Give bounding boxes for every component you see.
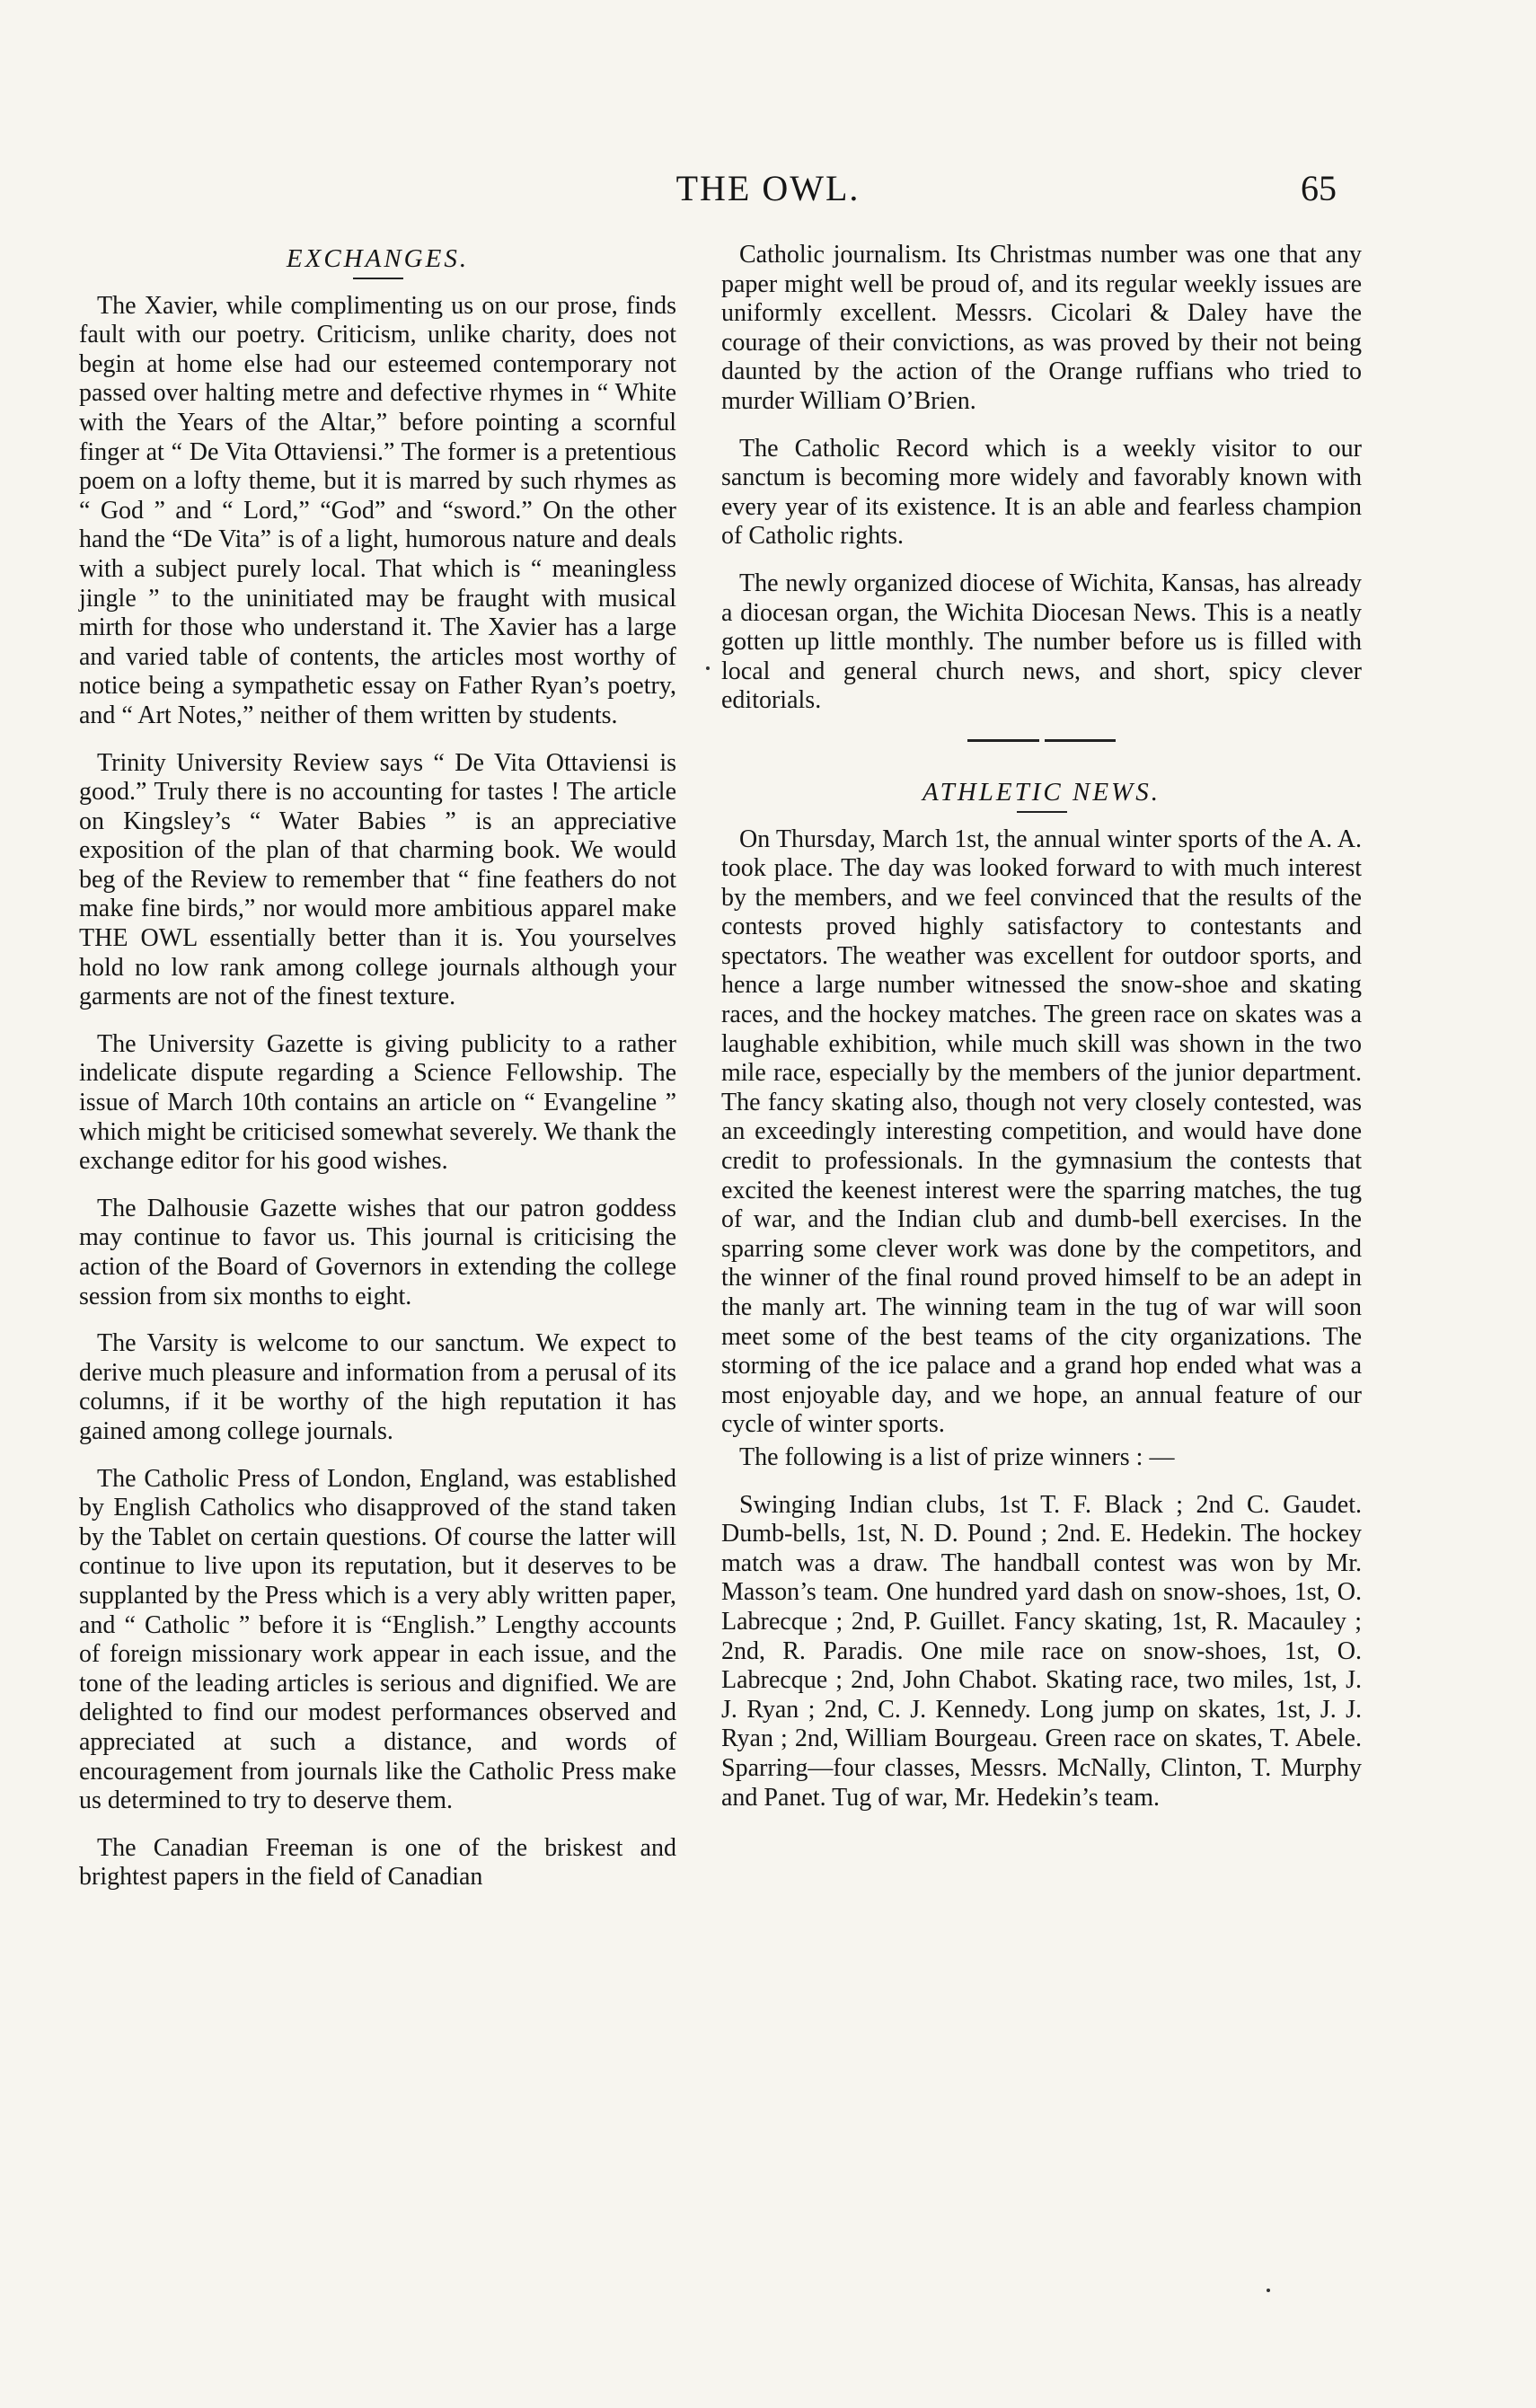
heading-rule <box>353 278 403 279</box>
stray-mark <box>1267 2289 1270 2292</box>
exchange-paragraph-dalhousie: The Dalhousie Gazette wishes that our patron goddess may continue to favor us. This journal is criticising the action of the Board of Governors in extending the college session from six months to eight. <box>79 1194 676 1310</box>
running-head: THE OWL. <box>675 168 861 208</box>
athletic-paragraph: On Thursday, March 1st, the annual winter sports of the A. A. took place. The day was looked forward to with much interest by the members, and we feel convinced that the results of the contests proved highly satisfactory to contestants and spectators. The weather was excellent for outdoor sports, and hence a large number witnessed the snow-shoe and skating races, and the hockey matches. The green race on skates was a laughable exhibition, while much skill was shown in the two mile race, especially by the members of the junior department. The fancy skating also, though not very closely contested, was an exceedingly interesting competition, and would have done credit to professionals. In the gymnasium the contests that excited the keenest interest were the sparring matches, the tug of war, and the Indian club and dumb-bell exercises. In the sparring some clever work was done by the competitors, and the winner of the final round proved himself to be an adept in the manly art. The winning team in the tug of war will soon meet some of the best teams of the city organizations. The storming of the ice palace and a grand hop ended what was a most enjoyable day, and we hope, an annual feature of our cycle of winter sports. <box>721 825 1362 1439</box>
left-column <box>79 241 676 1910</box>
exchange-paragraph-freeman: The Canadian Freeman is one of the briskest and brightest papers in the field of Canadian <box>79 1833 676 1892</box>
exchange-paragraph-freeman-cont: Catholic journalism. Its Christmas number was one that any paper might well be proud of, and its regular weekly issues are uniformly excellent. Messrs. Cicolari & Daley have the courage of their convictions, as was proved by their not being daunted by the action of the Orange ruffians who tried to murder William O’Brien. <box>721 241 1362 415</box>
exchange-paragraph-gazette: The University Gazette is giving publicity to a rather indelicate dispute regarding a Science Fellowship. The issue of March 10th contains an article on “ Evangeline ” which might be criticised somewhat severely. We thank the exchange editor for his good wishes. <box>79 1029 676 1176</box>
stray-mark <box>706 666 710 670</box>
exchange-paragraph-varsity: The Varsity is welcome to our sanctum. We expect to derive much pleasure and information from a perusal of its columns, if it be worthy of the high reputation it has gained among college journals. <box>79 1329 676 1445</box>
exchange-paragraph-wichita: The newly organized diocese of Wichita, Kansas, has already a diocesan organ, the Wichita Diocesan News. This is a neatly gotten up little monthly. The number before us is filled with local and general church news, and short, spicy clever editorials. <box>721 569 1362 715</box>
prize-list-intro: The following is a list of prize winners : — <box>739 1442 1175 1471</box>
exchange-paragraph-xavier: The Xavier, while complimenting us on our prose, finds fault with our poetry. Criticism, unlike charity, does not begin at home else had our esteemed contemporary not passed over halting metre and defective rhymes in “ White with the Years of the Altar,” before pointing a scornful finger at “ De Vita Ottaviensi.” The former is a pretentious poem on a lofty theme, but it is marred by such rhymes as “ God ” and “ Lord,” “God” and “sword.” On the other hand the “De Vita” is of a light, humorous nature and deals with a subject purely local. That which is “ meaningless jingle ” to the uninitiated may be fraught with musical mirth for those who understand it. The Xavier has a large and varied table of contents, the articles most worthy of notice being a sympathetic essay on Father Ryan’s poetry, and “ Art Notes,” neither of them written by students. <box>79 291 676 729</box>
heading-rule <box>1017 811 1067 813</box>
athletic-news-heading: ATHLETIC NEWS. <box>922 777 1161 807</box>
exchanges-heading: EXCHANGES. <box>286 244 470 273</box>
right-column <box>721 241 1362 1830</box>
exchange-paragraph-catholic-press: The Catholic Press of London, England, was established by English Catholics who disapproved of the stand taken by the Tablet on certain questions. Of course the latter will continue to live upon its reputation, but it deserves to be supplanted by the Press which is a very ably written paper, and “ Catholic ” before it is “English.” Lengthy accounts of foreign missionary work appear in each issue, and the tone of the leading articles is serious and dignified. We are delighted to find our modest performances observed and appreciated at such a distance, and words of encouragement from journals like the Catholic Press make us determined to try to deserve them. <box>79 1464 676 1815</box>
exchange-paragraph-catholic-record: The Catholic Record which is a weekly visitor to our sanctum is becoming more widely and favorably known with every year of its existence. It is an able and fearless champion of Catholic rights. <box>721 434 1362 551</box>
section-divider <box>967 739 1116 742</box>
exchange-paragraph-trinity: Trinity University Review says “ De Vita Ottaviensi is good.” Truly there is no accounting for tastes ! The article on Kingsley’s “ Water Babies ” is an appreciative exposition of the plan of that charming book. We would beg of the Review to remember that “ fine feathers do not make fine birds,” nor would more ambitious apparel make THE OWL essentially better than it is. You yourselves hold no low rank among college journals although your garments are not of the finest texture. <box>79 748 676 1011</box>
prize-list: Swinging Indian clubs, 1st T. F. Black ; 2nd C. Gaudet. Dumb-bells, 1st, N. D. Pound ; 2nd. E. Hedekin. The hockey match was a draw. The handball contest was won by Mr. Masson’s team. One hundred yard dash on snow-shoes, 1st, O. Labrecque ; 2nd, P. Guillet. Fancy skating, 1st, R. Macauley ; 2nd, R. Paradis. One mile race on snow-shoes, 1st, O. Labrecque ; 2nd, John Chabot. Skating race, two miles, 1st, J. J. Ryan ; 2nd, C. J. Kennedy. Long jump on skates, 1st, J. J. Ryan ; 2nd, William Bourgeau. Green race on skates, T. Abele. Sparring—four classes, Messrs. McNally, Clinton, T. Murphy and Panet. Tug of war, Mr. Hedekin’s team. <box>721 1490 1362 1812</box>
page-number: 65 <box>1301 168 1337 208</box>
